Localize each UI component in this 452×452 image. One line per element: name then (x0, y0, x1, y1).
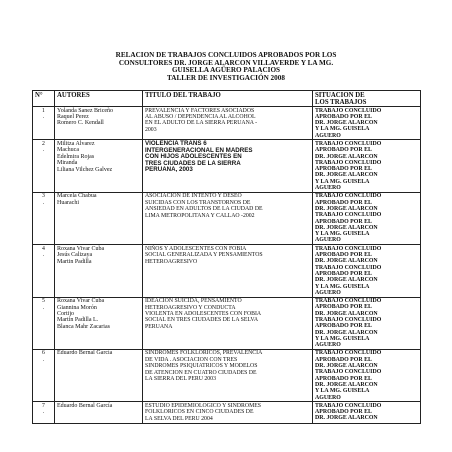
heading-line: TALLER DE INVESTIGACIÓN 2008 (167, 73, 285, 82)
row-title-line: TRES CIUDADES DE LA SIERRA (145, 159, 241, 167)
row-title-line: VIOLENCIA TRANS 6 (145, 139, 207, 147)
table-row (33, 107, 421, 140)
row-number (33, 192, 55, 244)
row-authors-line: Blanca Mahr Zacarias (57, 323, 110, 330)
row-number-line: . (42, 147, 45, 154)
table-row (33, 349, 421, 401)
row-title-line: DE ATENCION EN CUATRO CIUDADES DE (145, 369, 257, 376)
row-number-line: . (42, 304, 45, 311)
row-status-line: TRABAJO CONCLUIDO (315, 350, 382, 357)
row-status-line: APROBADO POR EL (315, 147, 372, 154)
row-authors-line: Marcela Chabua (57, 193, 97, 200)
row-number (33, 107, 55, 140)
row-number-line: . (42, 199, 45, 206)
row-number (33, 297, 55, 349)
row-authors-line: Eduardo Bernal García (57, 350, 113, 357)
row-authors-line: Jesús Calizaya (57, 252, 93, 259)
header-status-line: LOS TRABAJOS (315, 98, 367, 106)
row-status-line: AGUERO (315, 394, 341, 401)
row-status-line: APROBADO POR EL (315, 218, 372, 225)
row-title-line: LIMA METROPOLITANA Y CALLAO -2002 (145, 212, 255, 219)
row-status-line: TRABAJO CONCLUIDO (315, 193, 382, 200)
header-status-line: SITUACION DE (315, 91, 365, 99)
table-row (33, 140, 421, 192)
table-row (33, 402, 421, 423)
row-title-line: SUICIDAS CON LOS TRANSTORNOS DE (145, 199, 251, 206)
row-authors-line: Roxana Vivar Cuba (57, 245, 105, 252)
row-title-line: SINDROMES FOLKLORICOS, PREVALENCIA (145, 350, 263, 357)
row-status-line: APROBADO POR EL (315, 113, 372, 120)
row-number-line: 3 (42, 193, 45, 200)
row-title (143, 349, 313, 401)
table-row (33, 245, 421, 297)
row-number (33, 402, 55, 423)
row-status-line: DR. JORGE ALARCON (315, 381, 378, 388)
row-number-line: 2 (42, 140, 45, 147)
row-status-line: Y LA MG. GUISELA (315, 231, 370, 238)
row-authors-line: Martin Padilla (57, 258, 92, 265)
row-status-line: DR. JORGE ALARCON (315, 415, 378, 422)
row-status-line: TRABAJO CONCLUIDO (315, 317, 382, 323)
row-status-line: APROBADO POR EL (315, 304, 372, 311)
row-title-line: LA SIERRA DEL PERU 2003 (145, 376, 216, 383)
row-title-line: ANSIEDAD EN ADULTOS DE LA CIUDAD DE (145, 206, 263, 213)
row-status-line: DR. JORGE ALARCON (315, 224, 378, 231)
document-heading (60, 52, 392, 82)
row-title-line: IDEACION SUICIDA, PENSAMIENTO (145, 298, 242, 305)
row-title-line: PERUANA, 2003 (145, 166, 193, 174)
row-authors-line: Eduardo Bernal García (57, 402, 113, 409)
row-status-line: APROBADO POR EL (315, 252, 372, 259)
row-title-line: DE VIDA . ASOCIACION CON TRES (145, 356, 238, 363)
row-status (313, 297, 421, 349)
row-status-line: APROBADO POR EL (315, 270, 372, 277)
row-authors (55, 107, 143, 140)
row-authors (55, 402, 143, 423)
row-status-line: TRABAJO CONCLUIDO (315, 107, 382, 114)
row-authors (55, 192, 143, 244)
row-authors-line: Liliana Vilchez Galvez (57, 166, 113, 173)
heading-line: GUISELLA AGÜERO PALACIOS (171, 66, 281, 75)
row-status-line: TRABAJO CONCLUIDO (315, 212, 382, 219)
row-status-line: AGUERO (315, 237, 341, 244)
row-number-line: 5 (42, 298, 45, 305)
row-status-line: Y LA MG. GUISELA (315, 388, 370, 395)
row-authors-line: Cortijo (57, 310, 75, 317)
row-authors-line: Raquel Perez (57, 113, 89, 120)
row-title-line: NIÑOS Y ADOLESCENTES CON FOBIA (145, 245, 247, 252)
row-title (143, 140, 313, 192)
header-authors: AUTORES (55, 91, 143, 107)
row-status-line: TRABAJO CONCLUIDO (315, 402, 382, 409)
row-title-line: FOLKLORICOS EN CINCO CIUDADES DE (145, 409, 254, 416)
row-status-line: APROBADO POR EL (315, 199, 372, 206)
row-title-line: LA SELVA DEL PERU 2004 (145, 415, 213, 422)
row-status-line: APROBADO POR EL (315, 356, 372, 363)
row-status-line: TRABAJO CONCLUIDO (315, 140, 382, 147)
row-number-line: 1 (42, 107, 45, 114)
row-number (33, 140, 55, 192)
row-status-line: Y LA MG. GUISELA (315, 283, 370, 290)
row-number-line: 4 (42, 245, 45, 252)
row-status-line: AGUERO (315, 132, 341, 139)
row-title-line: SOCIAL EN TRES CIUDADES DE LA SELVA (145, 317, 259, 324)
row-status (313, 140, 421, 192)
row-status-line: Y LA MG. GUISELA (315, 126, 370, 133)
row-status-line: AGUERO (315, 342, 341, 349)
row-authors-line: Militza Alvarez (57, 140, 95, 147)
row-title-line: PREVALENCIA Y FACTORES ASOCIADOS (145, 107, 255, 114)
row-authors-line: Yolanda Sanez Briceño (57, 107, 114, 114)
row-status-line: APROBADO POR EL (315, 323, 372, 330)
row-title-line: SINDROMES PSIQUIATRICOS Y MODELOS (145, 363, 258, 370)
row-status-line: DR. JORGE ALARCON (315, 153, 378, 160)
row-number-line: . (42, 113, 45, 120)
row-title-line: SOCIAL GENERALIZADA Y PENSAMIENTOS (145, 252, 263, 259)
row-title-line: ASOCIACION DE INTENTO Y DESEO (145, 193, 242, 200)
row-title (143, 192, 313, 244)
row-status (313, 402, 421, 423)
row-status-line: TRABAJO CONCLUIDO (315, 159, 382, 166)
table-row (33, 297, 421, 349)
row-title-line: PERUANA (145, 323, 173, 330)
row-status-line: TRABAJO CONCLUIDO (315, 264, 382, 271)
row-status (313, 245, 421, 297)
row-status-line: APROBADO POR EL (315, 409, 372, 416)
header-title: TITULO DEL TRABAJO (143, 91, 313, 107)
row-number-line: 6 (42, 350, 45, 357)
row-status-line: TRABAJO CONCLUIDO (315, 298, 382, 305)
row-title (143, 245, 313, 297)
row-status-line: APROBADO POR EL (315, 375, 372, 382)
row-authors-line: Machuca (57, 147, 79, 154)
row-status-line: DR. JORGE ALARCON (315, 172, 378, 179)
row-authors-line: Edelmira Rojas (57, 153, 95, 160)
row-authors (55, 245, 143, 297)
heading-line: RELACION DE TRABAJOS CONCLUIDOS APROBADOS POR LOS (115, 51, 337, 59)
row-status-line: TRABAJO CONCLUIDO (315, 369, 382, 376)
row-status-line: DR. JORGE ALARCON (315, 363, 378, 370)
row-title (143, 107, 313, 140)
row-status-line: Y LA MG. GUISELA (315, 178, 370, 185)
row-title (143, 402, 313, 423)
row-status-line: DR. JORGE ALARCON (315, 310, 378, 317)
row-authors (55, 349, 143, 401)
row-status (313, 192, 421, 244)
table-header-row (33, 91, 421, 107)
row-authors (55, 297, 143, 349)
row-title-line: VIOLENTA EN ADOLESCENTES CON FOBIA (145, 310, 262, 317)
header-status (313, 91, 421, 107)
row-status-line: DR. JORGE ALARCON (315, 120, 378, 127)
row-status (313, 107, 421, 140)
row-authors (55, 140, 143, 192)
row-status-line: AGUERO (315, 289, 341, 296)
row-title-line: ESTUDIO EPIDEMIOLOGICO Y SINDROMES (145, 402, 261, 409)
row-number (33, 245, 55, 297)
row-number-line: 7 (42, 402, 45, 409)
header-num: N° (33, 91, 55, 107)
row-authors-line: Romero C. Kendall (57, 120, 104, 127)
row-title-line: EN EL ADULTO DE LA SIERRA PERUANA - (145, 120, 258, 127)
row-status-line: DR. JORGE ALARCON (315, 329, 378, 336)
heading-line: CONSULTORES DR. JORGE ALARCON VILLAVERDE Y LA MG. (118, 58, 334, 67)
row-title-line: 2003 (145, 126, 157, 133)
row-status-line: AGUERO (315, 185, 341, 192)
row-number-line: . (42, 252, 45, 259)
row-authors-line: Miranda (57, 160, 78, 167)
row-title-line: INTERGENERACIONAL EN MADRES (145, 146, 253, 154)
works-table (32, 90, 421, 424)
table-row (33, 192, 421, 244)
row-status (313, 349, 421, 401)
row-number-line: . (42, 356, 45, 363)
row-status-line: APROBADO POR EL (315, 166, 372, 173)
row-status-line: DR. JORGE ALARCON (315, 277, 378, 284)
row-title-line: HETEROAGRESIVO Y CONDUCTA (145, 304, 236, 311)
row-title (143, 297, 313, 349)
row-authors-line: Huarachi (57, 199, 79, 206)
row-title-line: HETEROAGRESIVO (145, 258, 198, 265)
row-authors-line: Roxana Vivar Cuba (57, 298, 105, 305)
row-status-line: Y LA MG. GUISELA (315, 335, 370, 342)
row-status-line: DR. JORGE ALARCON (315, 258, 378, 265)
row-authors-line: Giannina Morón (57, 304, 97, 311)
row-title-line: AL ABUSO / DEPENDENCIA AL ALCOHOL (145, 113, 256, 120)
row-number (33, 349, 55, 401)
row-title-line: CON HIJOS ADOLESCENTES EN (145, 153, 242, 161)
row-number-line: . (42, 409, 45, 416)
row-status-line: DR. JORGE ALARCON (315, 205, 378, 212)
row-status-line: TRABAJO CONCLUIDO (315, 245, 382, 252)
row-authors-line: Martin Padilla L. (57, 317, 99, 324)
